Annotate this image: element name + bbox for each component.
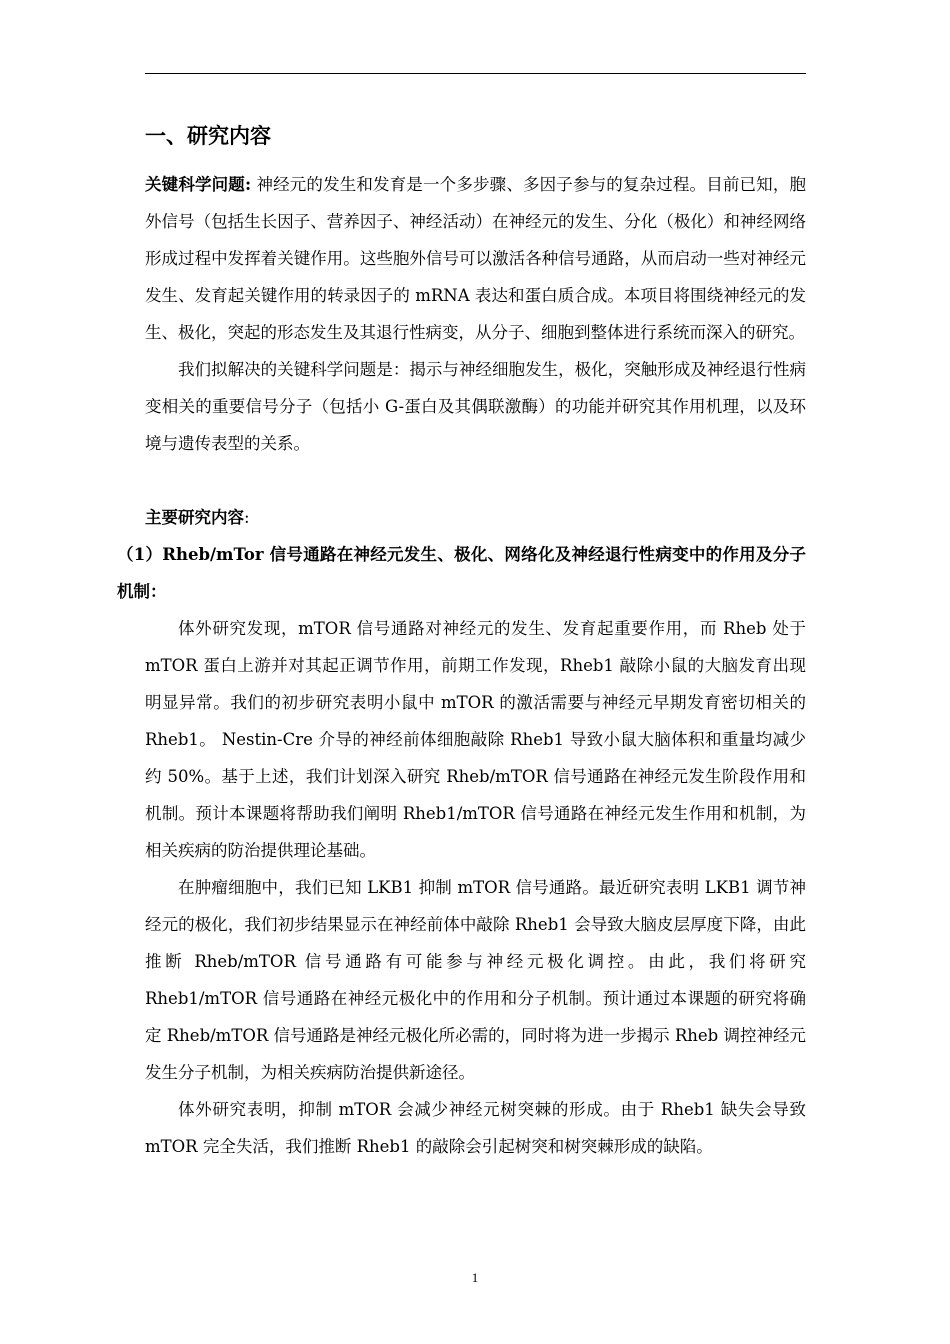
key-question-paragraph-2: 我们拟解决的关键科学问题是：揭示与神经细胞发生，极化，突触形成及神经退行性病变相关的重要信号分子（包括小 G-蛋白及其偶联激酶）的功能并研究其作用机理，以及环境与遗传表型的关系。 bbox=[145, 360, 806, 453]
page-number: 1 bbox=[471, 1270, 479, 1285]
key-question-label: 关键科学问题: bbox=[145, 175, 252, 194]
main-content-colon: : bbox=[244, 508, 250, 527]
document-body bbox=[117, 116, 807, 1165]
main-content-heading bbox=[145, 499, 806, 536]
header-rule bbox=[145, 73, 806, 74]
main-content-label: 主要研究内容 bbox=[145, 508, 244, 527]
subsection-1-title: （1）Rheb/mTor 信号通路在神经元发生、极化、网络化及神经退行性病变中的作用及分子机制： bbox=[117, 545, 806, 601]
subsection-1-paragraph-1: 体外研究发现，mTOR 信号通路对神经元的发生、发育起重要作用，而 Rheb 处于 mTOR 蛋白上游并对其起正调节作用，前期工作发现，Rheb1 敲除小鼠的大脑发育出现明显异常。我们的初步研究表明小鼠中 mTOR 的激活需要与神经元早期发育密切相关的 Rheb1。 Nestin-Cre 介导的神经前体细胞敲除 Rheb1 导致小鼠大脑体积和重量均减少约 50%。基于上述，我们计划深入研究 Rheb/mTOR 信号通路在神经元发生阶段作用和机制。预计本课题将帮助我们阐明 Rheb1/mTOR 信号通路在神经元发生作用和机制，为相关疾病的防治提供理论基础。 bbox=[145, 619, 806, 860]
subsection-1-paragraph-2: 在肿瘤细胞中，我们已知 LKB1 抑制 mTOR 信号通路。最近研究表明 LKB1 调节神经元的极化，我们初步结果显示在神经前体中敲除 Rheb1 会导致大脑皮层厚度下降，由此推断 Rheb/mTOR 信号通路有可能参与神经元极化调控。由此，我们将研究 Rheb1/mTOR 信号通路在神经元极化中的作用和分子机制。预计通过本课题的研究将确定 Rheb/mTOR 信号通路是神经元极化所必需的，同时将为进一步揭示 Rheb 调控神经元发生分子机制，为相关疾病防治提供新途径。 bbox=[145, 878, 806, 1082]
subsection-1-paragraph-3: 体外研究表明，抑制 mTOR 会减少神经元树突棘的形成。由于 Rheb1 缺失会导致 mTOR 完全失活，我们推断 Rheb1 的敲除会引起树突和树突棘形成的缺陷。 bbox=[145, 1100, 806, 1156]
paragraph-gap bbox=[145, 462, 806, 499]
key-question-text: 神经元的发生和发育是一个多步骤、多因子参与的复杂过程。目前已知，胞外信号（包括生长因子、营养因子、神经活动）在神经元的发生、分化（极化）和神经网络形成过程中发挥着关键作用。这些胞外信号可以激活各种信号通路，从而启动一些对神经元发生、发育起关键作用的转录因子的 mRNA 表达和蛋白质合成。本项目将围绕神经元的发生、极化，突起的形态发生及其退行性病变，从分子、细胞到整体进行系统而深入的研究。 bbox=[145, 175, 807, 342]
section-title: 一、研究内容 bbox=[145, 124, 271, 148]
key-question-paragraph bbox=[145, 166, 806, 351]
